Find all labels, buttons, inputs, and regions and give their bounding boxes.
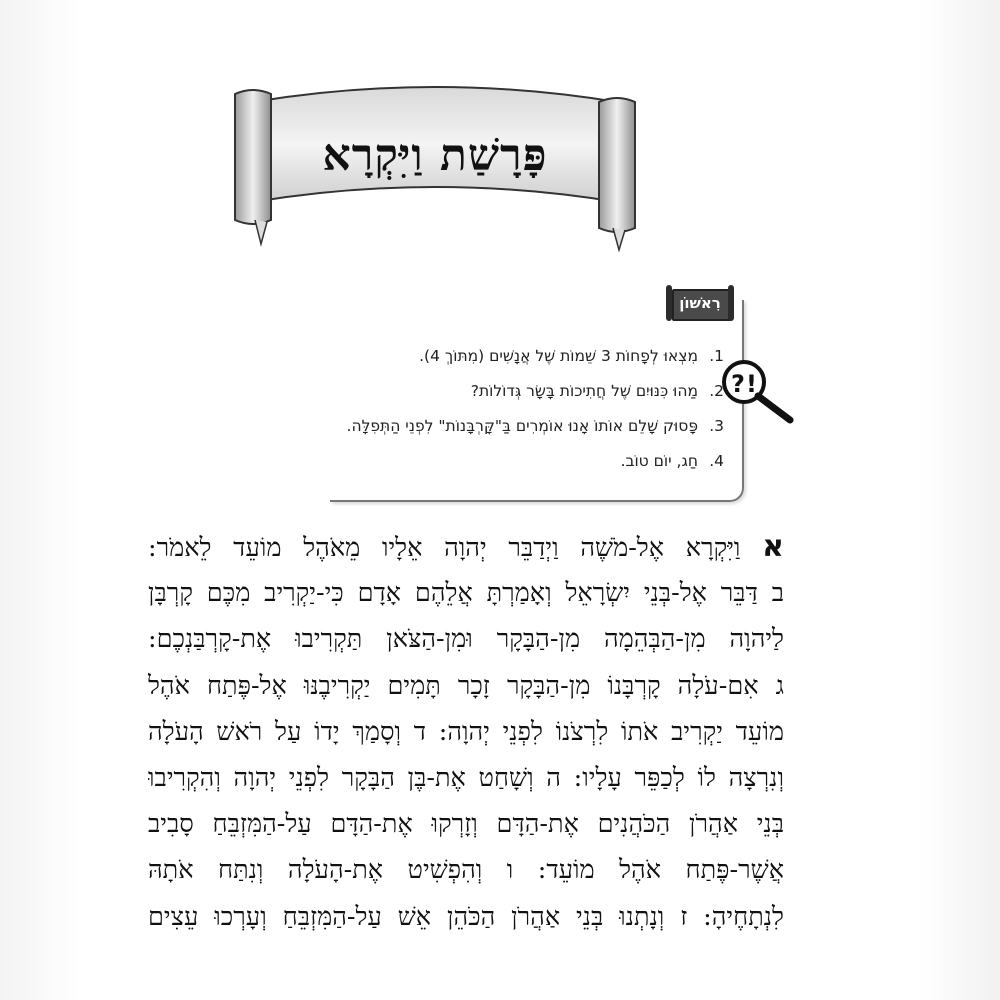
- question-item: [340, 408, 724, 443]
- question-text: מִצְאוּ לְפָחוֹת 3 שֵׁמוֹת שֶׁל אֲנָשִׁים (מִתּוֹךְ 4).: [419, 346, 698, 365]
- scroll-rod-right: [728, 285, 734, 321]
- question-number: 4.: [709, 451, 724, 470]
- question-number: 3.: [709, 416, 724, 435]
- verse-line: ג אִם-עֹלָה קָרְבָּנוֹ מִן-הַבָּקָר זָכָר תָּמִים יַקְרִיבֶנּוּ אֶל-פֶּתַח אֹהֶל: [148, 670, 784, 701]
- magnifier-question-icon: [714, 352, 798, 428]
- section-tag: [664, 285, 736, 321]
- verse-line: לִנְתָחֶיהָ: ז וְנָתְנוּ בְּנֵי אַהֲרֹן הַכֹּהֵן אֵשׁ עַל-הַמִּזְבֵּחַ וְעָרְכוּ עֵצִים: [148, 901, 784, 932]
- question-item: [340, 373, 724, 408]
- verse-line: אֲשֶׁר-פֶּתַח אֹהֶל מוֹעֵד: ו וְהִפְשִׁיט אֶת-הָעֹלָה וְנִתַּח אֹתָהּ: [148, 855, 784, 886]
- question-text: פָּסוּק שָׁלֵם אוֹתוֹ אָנוּ אוֹמְרִים בַּ"קָּרְבָּנוֹת" לִפְנֵי הַתְּפִלָּה.: [346, 416, 698, 435]
- verse-line: [148, 524, 784, 570]
- question-number: 2.: [709, 381, 724, 400]
- question-text: חַג, יוֹם טוֹב.: [620, 451, 698, 470]
- question-number: 1.: [709, 346, 724, 365]
- section-label: רִאשׁוֹן: [679, 294, 721, 312]
- svg-text:?: ?: [731, 370, 745, 398]
- verse-line: וְנִרְצָה לוֹ לְכַפֵּר עָלָיו: ה וְשָׁחַט אֶת-בֶּן הַבָּקָר לִפְנֵי יְהוָה וְהִקְרִיבוּ: [148, 762, 784, 793]
- parasha-title: פָּרָשַׁת וַיִּקְרָא: [322, 129, 548, 181]
- torah-text: [148, 524, 784, 940]
- question-item: [340, 338, 724, 373]
- chapter-letter: א: [762, 529, 784, 564]
- svg-text:!: !: [746, 370, 757, 398]
- questions-list: [340, 338, 724, 478]
- verse-line: לַיהוָה מִן-הַבְּהֵמָה מִן-הַבָּקָר וּמִן-הַצֹּאן תַּקְרִיבוּ אֶת-קָרְבַּנְכֶם:: [148, 624, 784, 655]
- verse-line: ב דַּבֵּר אֶל-בְּנֵי יִשְׂרָאֵל וְאָמַרְתָּ אֲלֵהֶם אָדָם כִּי-יַקְרִיב מִכֶּם קָרְבָּן: [148, 578, 784, 609]
- verse-line: בְּנֵי אַהֲרֹן הַכֹּהֲנִים אֶת-הַדָּם וְזָרְקוּ אֶת-הַדָּם עַל-הַמִּזְבֵּחַ סָבִיב: [148, 809, 784, 840]
- title-banner: [225, 72, 645, 252]
- verse-line: מוֹעֵד יַקְרִיב אֹתוֹ לִרְצֹנוֹ לִפְנֵי יְהוָה: ד וְסָמַךְ יָדוֹ עַל רֹאשׁ הָעֹלָה: [148, 716, 784, 747]
- verse-text: וַיִּקְרָא אֶל-מֹשֶׁה וַיְדַבֵּר יְהוָה אֵלָיו מֵאֹהֶל מוֹעֵד לֵאמֹר:: [148, 533, 741, 563]
- question-item: [340, 443, 724, 478]
- question-text: מַהוּ כִּנּוּיִם שֶׁל חֲתִיכוֹת בָּשָׂר גְּדוֹלוֹת?: [470, 381, 698, 400]
